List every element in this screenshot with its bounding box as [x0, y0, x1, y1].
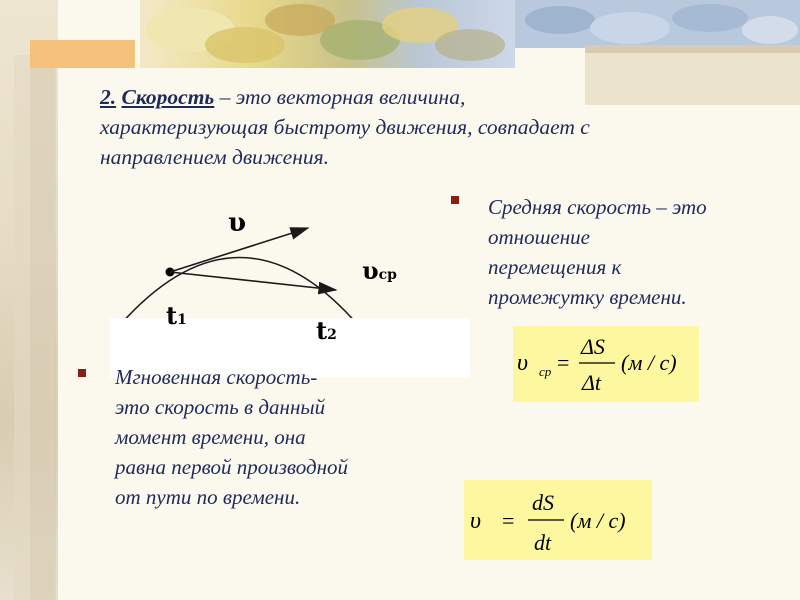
formula-inst-symbol: υ	[470, 508, 482, 534]
formula-avg-symbol: υ	[517, 350, 529, 376]
label-vcp-sub: ср	[378, 267, 397, 283]
heading-line-1	[100, 82, 740, 112]
heading-line-2: характеризующая быстроту движения, совпадает с	[100, 115, 590, 139]
label-vcp-symbol: υ	[362, 256, 379, 285]
heading-line1-rest: – это векторная величина,	[214, 85, 466, 109]
average-velocity-arrow	[170, 272, 336, 290]
average-velocity-formula	[513, 326, 699, 402]
trajectory-arc	[120, 258, 358, 326]
heading-line-3: направлением движения.	[100, 145, 329, 169]
formula-inst-equals: =	[502, 508, 515, 533]
formula-avg-numerator: ΔS	[581, 334, 605, 359]
label-vcp	[362, 256, 397, 285]
average-velocity-text: Средняя скорость – это отношение перемещения к промежутку времени.	[488, 195, 707, 309]
instant-velocity-formula	[464, 480, 652, 560]
formula-avg-sub: ср	[539, 364, 552, 379]
definition-heading	[100, 82, 740, 172]
formula-avg-equals: =	[557, 350, 570, 375]
heading-number: 2.	[100, 85, 117, 109]
label-t1: t1	[166, 301, 187, 330]
formula-inst-units: (м / с)	[570, 508, 626, 533]
formula-avg-units: (м / с)	[621, 350, 677, 375]
formula-inst-denominator: dt	[534, 530, 552, 555]
bullet-instant	[78, 369, 86, 377]
label-t2: t2	[316, 316, 337, 345]
instant-velocity-text: Мгновенная скорость- это скорость в данный момент времени, она равна первой производной от пути по времени.	[115, 365, 348, 509]
formula-inst-numerator: dS	[532, 490, 554, 515]
label-v: υ	[228, 208, 247, 238]
bullet-average	[451, 196, 459, 204]
formula-avg-denominator: Δt	[582, 370, 602, 395]
heading-term: Скорость	[121, 85, 215, 109]
